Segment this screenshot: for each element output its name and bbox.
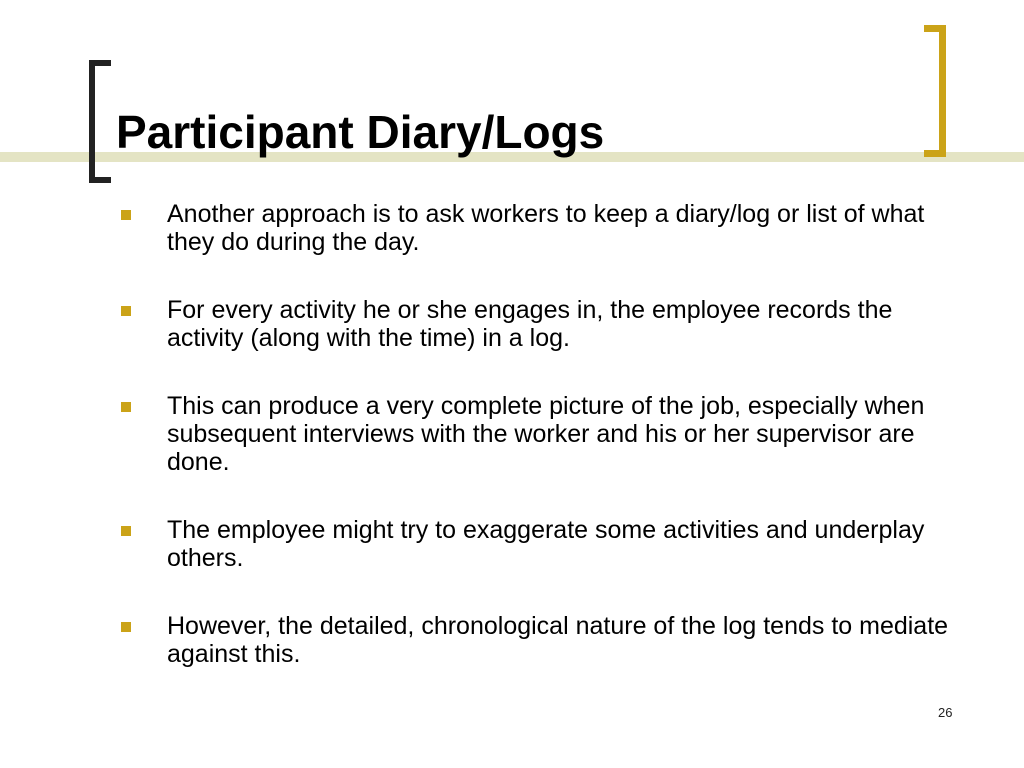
- square-bullet-icon: [121, 306, 131, 316]
- page-number: 26: [938, 705, 953, 720]
- bullet-item: [117, 200, 962, 256]
- left-bracket-decoration: [89, 60, 111, 183]
- square-bullet-icon: [121, 526, 131, 536]
- bullet-text: This can produce a very complete picture of the job, especially when subsequent interviews with the worker and his or her supervisor are done.: [167, 392, 925, 476]
- bullet-text: The employee might try to exaggerate some activities and underplay others.: [167, 516, 925, 572]
- square-bullet-icon: [121, 622, 131, 632]
- bullet-item: [117, 296, 962, 352]
- bullet-text: For every activity he or she engages in, the employee records the activity (along with the time) in a log.: [167, 296, 893, 352]
- bullet-item: [117, 612, 962, 668]
- square-bullet-icon: [121, 210, 131, 220]
- square-bullet-icon: [121, 402, 131, 412]
- bullet-list: [117, 200, 962, 708]
- bullet-text: However, the detailed, chronological nature of the log tends to mediate against this.: [167, 612, 949, 668]
- slide-title: Participant Diary/Logs: [116, 106, 605, 158]
- bullet-text: Another approach is to ask workers to keep a diary/log or list of what they do during the day.: [167, 200, 925, 256]
- right-bracket-decoration: [924, 25, 946, 157]
- bullet-item: [117, 516, 962, 572]
- bullet-item: [117, 392, 962, 476]
